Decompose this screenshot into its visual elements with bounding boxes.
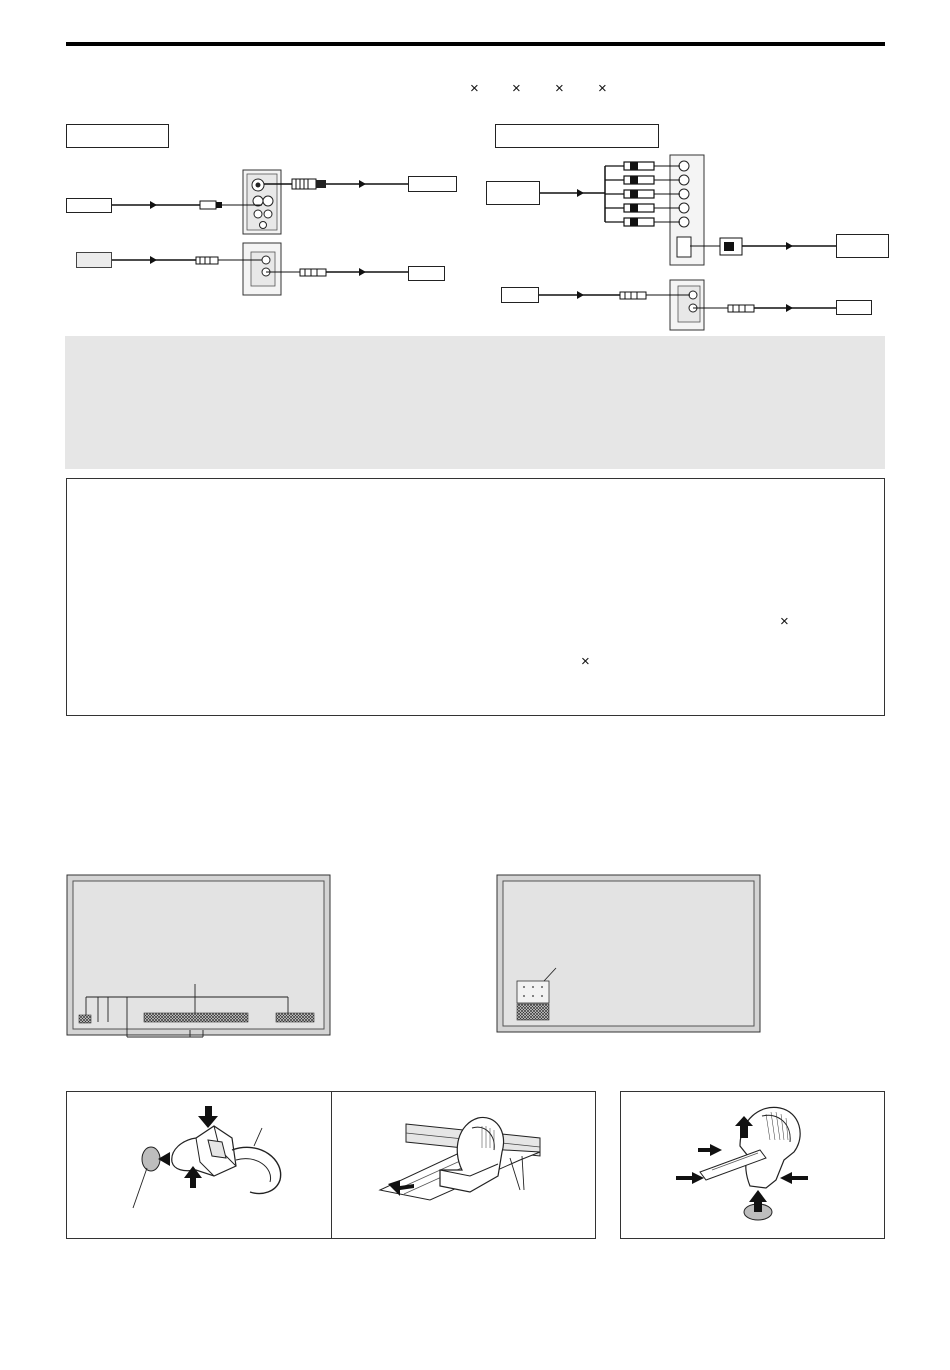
connector-panel-component — [670, 155, 704, 265]
multiply-mark: × — [512, 80, 521, 97]
right-device-box-audio-out — [836, 300, 872, 315]
right-device-box-pc — [836, 234, 889, 258]
display-rear-left — [67, 875, 330, 1037]
left-device-box-upper-right — [408, 176, 457, 192]
multiply-mark: × — [555, 80, 564, 97]
connector-panel-upper — [243, 170, 281, 234]
left-device-box-lower-left — [76, 252, 112, 268]
right-device-box-audio-in — [501, 287, 539, 303]
header-multiply-marks — [466, 80, 626, 100]
connector-panel-lower — [243, 243, 281, 295]
left-section-title-box — [66, 124, 169, 148]
multiply-mark: × — [581, 653, 590, 670]
display-rear-right — [497, 875, 760, 1032]
dsub-cable — [690, 238, 836, 255]
left-device-box-lower-right — [408, 266, 445, 281]
connector-panel-audio — [670, 280, 704, 330]
left-device-box-upper-left — [66, 198, 112, 213]
multiply-mark: × — [598, 80, 607, 97]
multiply-mark: × — [470, 80, 479, 97]
audio-cable-right — [693, 304, 836, 312]
cable-upper-left — [112, 201, 262, 209]
component-cable-bundle — [540, 162, 680, 226]
clamp-panel-divider — [331, 1091, 332, 1239]
top-rule — [66, 42, 885, 46]
cable-upper-right — [264, 179, 408, 189]
cable-lower-left — [112, 256, 262, 264]
right-section-title-box — [495, 124, 659, 148]
clamp-panel-right — [620, 1091, 885, 1239]
notes-box — [66, 478, 885, 716]
audio-cable-left — [539, 291, 690, 299]
cable-lower-right — [266, 268, 408, 276]
multiply-mark: × — [780, 613, 789, 630]
right-device-box-source — [486, 181, 540, 205]
gray-note-panel — [65, 336, 885, 469]
